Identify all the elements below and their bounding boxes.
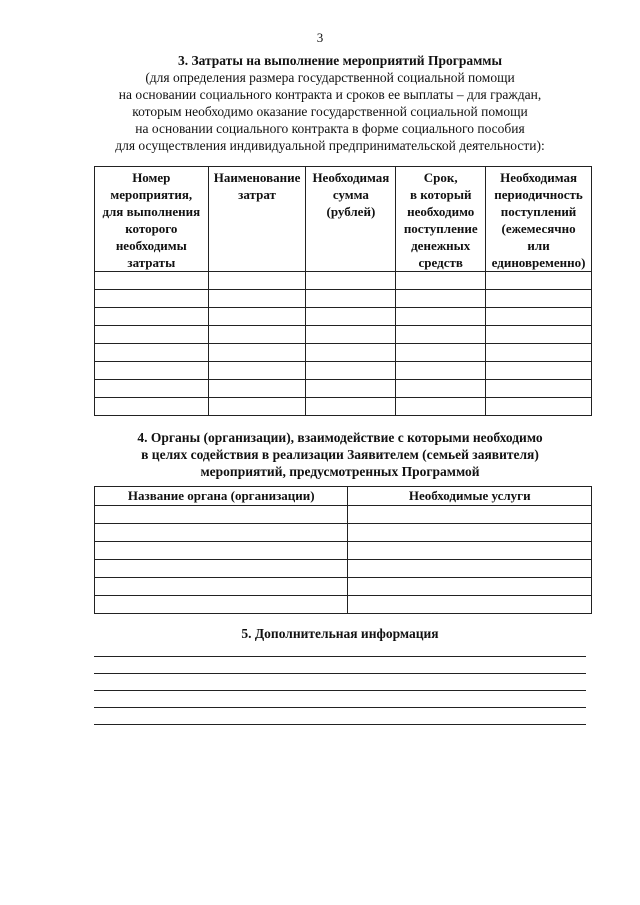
subtitle-line: на основании социального контракта в форме социального пособия	[135, 121, 525, 136]
expenses-table	[94, 166, 592, 416]
table-row[interactable]	[95, 398, 592, 416]
blank-line[interactable]	[94, 707, 586, 708]
blank-line[interactable]	[94, 656, 586, 657]
subtitle-line: (для определения размера государственной социальной помощи	[145, 70, 515, 85]
col-event-number: Номер мероприятия, для выполнения которого необходимы затраты	[95, 167, 209, 272]
subtitle-line: которым необходимо оказание государственной социальной помощи	[132, 104, 528, 119]
table-row[interactable]	[95, 380, 592, 398]
table-row[interactable]	[95, 560, 592, 578]
subtitle-line: на основании социального контракта и сроков ее выплаты – для граждан,	[118, 87, 542, 102]
table-row[interactable]	[95, 308, 592, 326]
table-row[interactable]	[95, 524, 592, 542]
col-expense-name: Наименование затрат	[208, 167, 306, 272]
col-frequency: Необходимая периодичность поступлений (ежемесячно или единовременно)	[486, 167, 592, 272]
expenses-table-header	[95, 167, 592, 272]
table-row[interactable]	[95, 506, 592, 524]
organizations-table-header	[95, 487, 592, 506]
table-row[interactable]	[95, 344, 592, 362]
col-required-services: Необходимые услуги	[348, 487, 592, 506]
table-row[interactable]	[95, 272, 592, 290]
table-row[interactable]	[95, 290, 592, 308]
page-number: 3	[316, 30, 324, 45]
col-amount: Необходимая сумма (рублей)	[306, 167, 396, 272]
blank-line[interactable]	[94, 690, 586, 691]
table-row[interactable]	[95, 542, 592, 560]
col-organization-name: Название органа (организации)	[95, 487, 348, 506]
section-5-title: 5. Дополнительная информация	[241, 626, 439, 641]
section-3-subtitle	[40, 69, 620, 154]
col-deadline: Срок, в который необходимо поступление денежных средств	[396, 167, 486, 272]
table-row[interactable]	[95, 362, 592, 380]
organizations-table	[94, 486, 592, 614]
section-3-title: 3. Затраты на выполнение мероприятий Программы	[177, 53, 503, 68]
table-row[interactable]	[95, 326, 592, 344]
table-row[interactable]	[95, 578, 592, 596]
blank-line[interactable]	[94, 673, 586, 674]
table-row[interactable]	[95, 596, 592, 614]
blank-line[interactable]	[94, 724, 586, 725]
subtitle-line: для осуществления индивидуальной предпринимательской деятельности):	[115, 138, 545, 153]
section-4-title: 4. Органы (организации), взаимодействие с которыми необходимо в целях содействия в реализации Заявителем (семьей заявителя) мероприятий, предусмотренных Программой	[137, 430, 543, 479]
